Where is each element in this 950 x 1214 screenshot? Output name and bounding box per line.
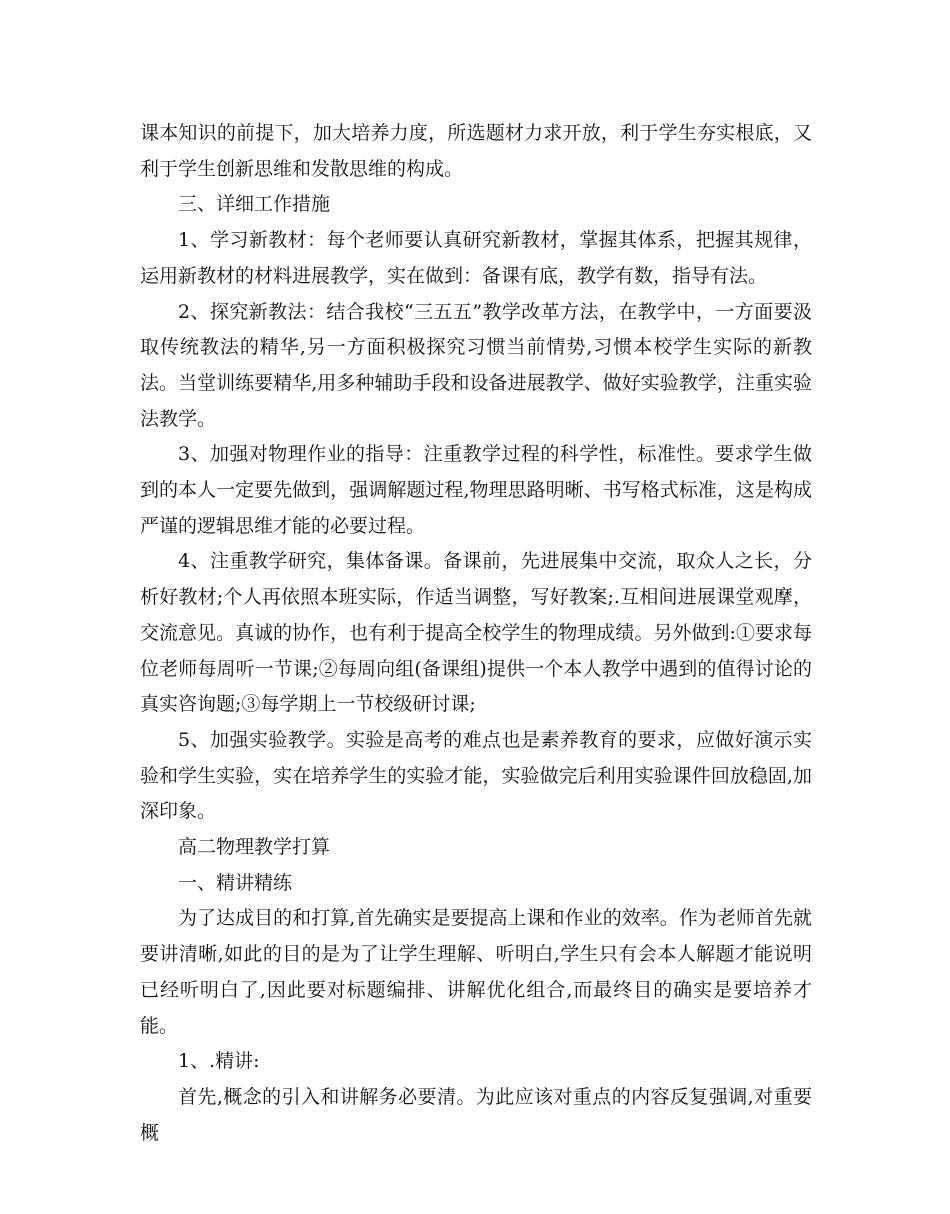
section-heading-precise-teaching: 一、精讲精练 (178, 871, 293, 894)
section-heading-work-measures: 三、详细工作措施 (178, 193, 331, 216)
paragraph-continuation: 课本知识的前提下，加大培养力度，所选题材力求开放，利于学生夯实根底，又利于学生创新思维和发散思维的构成。 (140, 122, 812, 180)
document-body (140, 116, 812, 1151)
subheading-precise-lecture: 1、.精讲: (178, 1050, 260, 1073)
paragraph-concepts: 首先,概念的引入和讲解务必要清。为此应该对重点的内容反复强调,对重要概 (140, 1085, 812, 1144)
paragraph-goals: 为了达成目的和打算,首先确实是要提高上课和作业的效率。作为老师首先就要讲清晰,如此的目的是为了让学生理解、听明白,学生只有会本人解题才能说明已经听明白了,因此要对标题编排、讲解优化组合,而最终目的确实是要培养才能。 (140, 907, 812, 1037)
document-subtitle: 高二物理教学打算 (178, 836, 331, 859)
paragraph-measure-2: 2、探究新教法：结合我校“三五五”教学改革方法，在教学中，一方面要汲取传统教法的精华,另一方面积极探究习惯当前情势,习惯本校学生实际的新教法。当堂训练要精华,用多种辅助手段和设备进展教学、做好实验教学，注重实验法教学。 (140, 300, 812, 430)
paragraph-measure-1: 1、学习新教材：每个老师要认真研究新教材，掌握其体系，把握其规律，运用新教材的材料进展教学，实在做到：备课有底，教学有数，指导有法。 (140, 229, 812, 287)
paragraph-measure-3: 3、加强对物理作业的指导：注重教学过程的科学性，标准性。要求学生做到的本人一定要先做到，强调解题过程,物理思路明晰、书写格式标准，这是构成严谨的逻辑思维才能的必要过程。 (140, 443, 812, 537)
paragraph-measure-4: 4、注重教学研究，集体备课。备课前，先进展集中交流，取众人之长，分析好教材;个人再依照本班实际，作适当调整，写好教案;.互相间进展课堂观摩，交流意见。真诚的协作，也有利于提高全校学生的物理成绩。另外做到:①要求每位老师每周听一节课;②每周向组(备课组)提供一个本人教学中遇到的值得讨论的真实咨询题;③每学期上一节校级研讨课; (140, 550, 812, 716)
paragraph-measure-5: 5、加强实验教学。实验是高考的难点也是素养教育的要求，应做好演示实验和学生实验，实在培养学生的实验才能，实验做完后利用实验课件回放稳固,加深印象。 (140, 728, 812, 823)
